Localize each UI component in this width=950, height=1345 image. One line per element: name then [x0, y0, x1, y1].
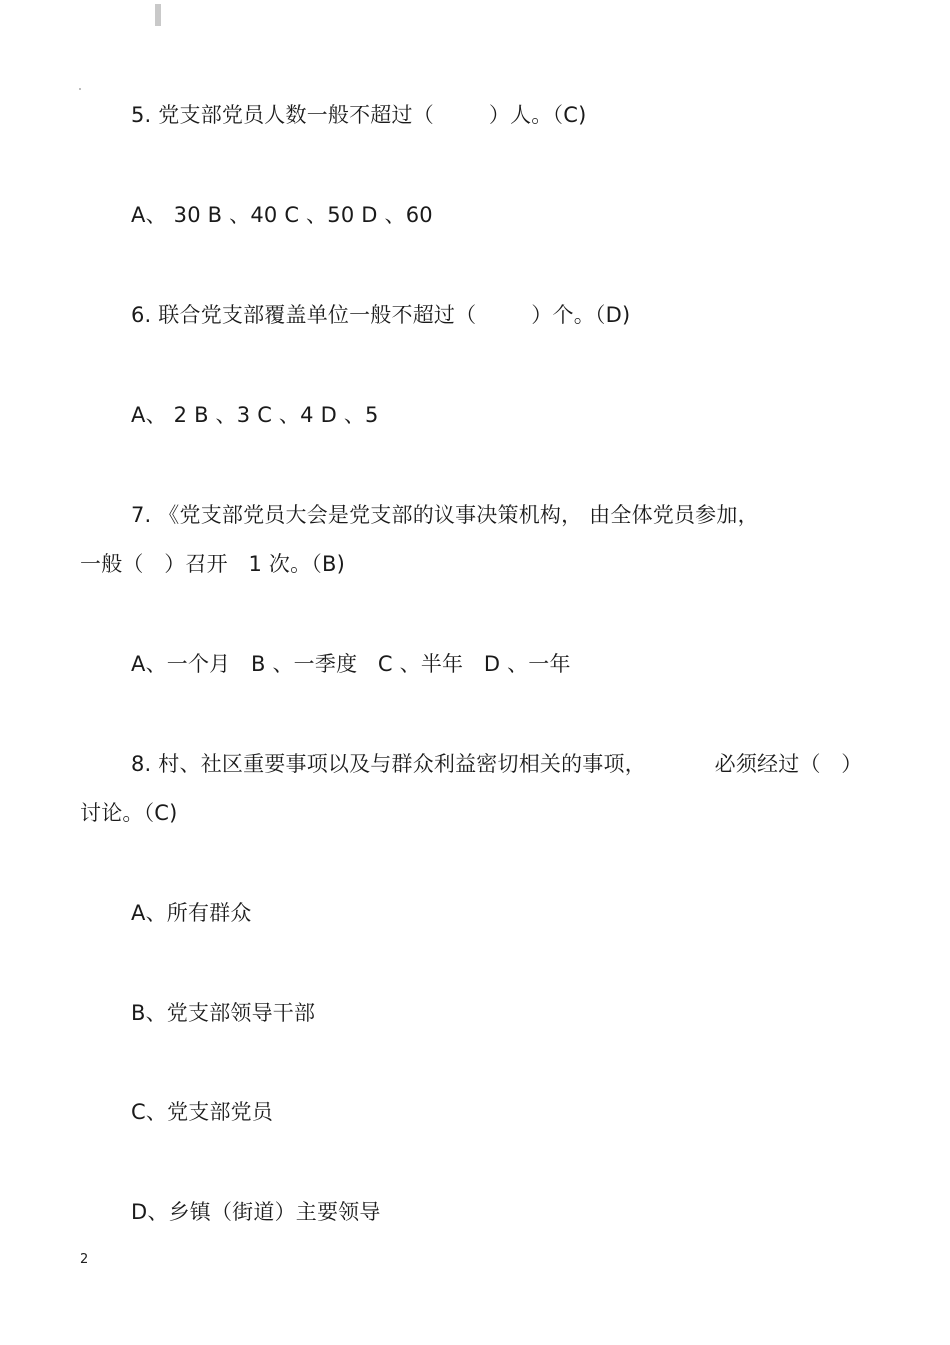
question-7-options: A、一个月 B 、一季度 C 、半年 D 、一年 — [131, 652, 571, 676]
question-6-stem: 6. 联合党支部覆盖单位一般不超过（ ）个。（D) — [131, 303, 631, 327]
question-8-option-c: C、党支部党员 — [131, 1100, 274, 1124]
scan-artifact-mark — [155, 4, 161, 26]
question-7-stem-line-2: 一般（ ）召开 1 次。（B) — [80, 552, 345, 576]
question-5-options: A、 30 B 、40 C 、50 D 、60 — [131, 203, 433, 227]
question-8-option-d: D、乡镇（街道）主要领导 — [131, 1200, 381, 1224]
question-8-stem-line-1: 8. 村、社区重要事项以及与群众利益密切相关的事项， 必须经过（ ） — [131, 752, 863, 776]
question-8-option-b: B、党支部领导干部 — [131, 1001, 316, 1025]
scan-artifact-dot — [79, 88, 81, 90]
page-number: 2 — [80, 1252, 89, 1267]
question-6-options: A、 2 B 、3 C 、4 D 、5 — [131, 403, 379, 427]
question-5-stem: 5. 党支部党员人数一般不超过（ ）人。（C) — [131, 103, 587, 127]
question-8-option-a: A、所有群众 — [131, 901, 252, 925]
question-8-stem-line-2: 讨论。（C) — [80, 801, 178, 825]
question-7-stem-line-1: 7. 《党支部党员大会是党支部的议事决策机构， 由全体党员参加， — [131, 503, 759, 527]
